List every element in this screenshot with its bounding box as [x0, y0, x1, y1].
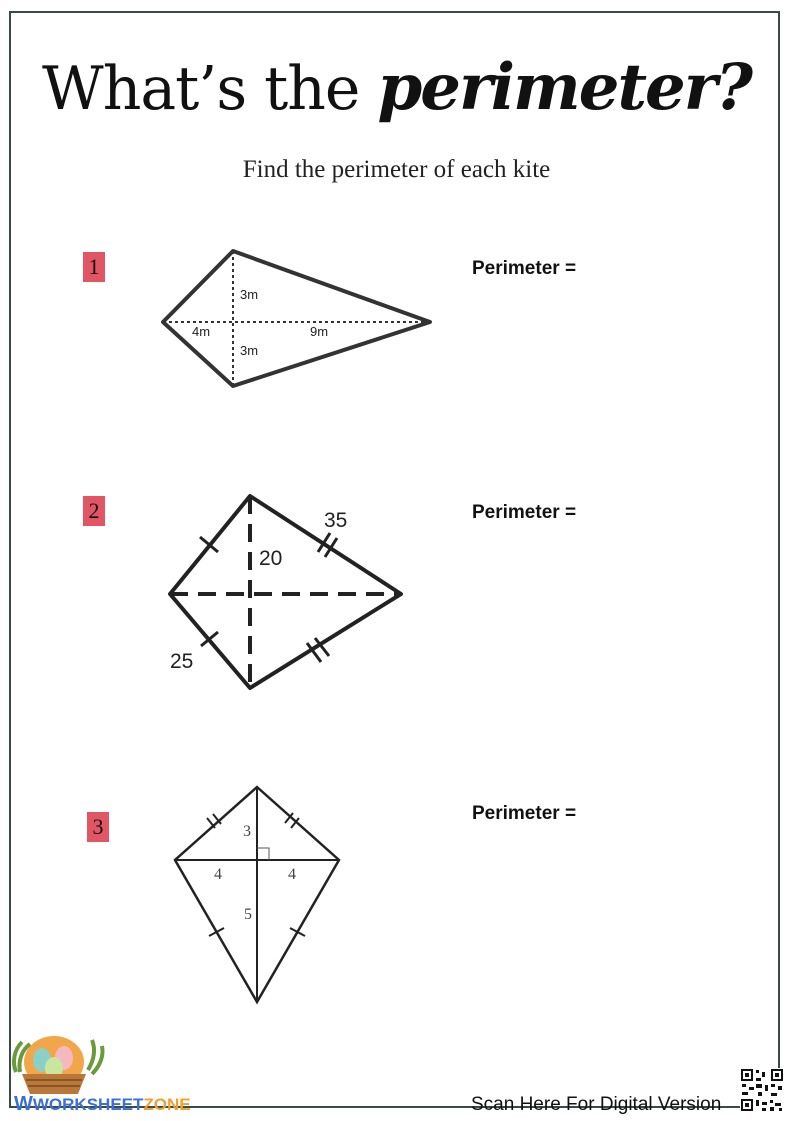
- tick-mark-lower-left: [209, 928, 224, 936]
- title-part-2: perimeter?: [377, 50, 751, 125]
- label-bottom-3: 5: [244, 906, 252, 923]
- label-left-3: 4: [214, 866, 222, 883]
- label-top-3: 3: [243, 823, 251, 840]
- label-side-long-2: 35: [324, 509, 348, 532]
- perimeter-label-1: Perimeter =: [472, 258, 577, 279]
- label-left-1: 4m: [192, 324, 211, 339]
- label-right-3: 4: [288, 866, 296, 883]
- problem-number-1: 1: [83, 252, 105, 282]
- qr-code[interactable]: [740, 1068, 784, 1112]
- brand-part-2: ZONE: [143, 1095, 191, 1114]
- problem-number-3: 3: [87, 812, 109, 842]
- instructions: Find the perimeter of each kite: [242, 156, 551, 183]
- scan-instruction: Scan Here For Digital Version: [471, 1094, 722, 1115]
- brand-part-1: WORKSHEET: [32, 1095, 144, 1114]
- title-part-1: What’s the: [42, 54, 378, 124]
- perimeter-label-3: Perimeter =: [472, 803, 577, 824]
- label-bottom-1: 3m: [240, 343, 259, 358]
- label-half-diagonal-2: 20: [259, 547, 283, 570]
- perimeter-label-2: Perimeter =: [472, 502, 577, 523]
- problem-number-2: 2: [83, 496, 105, 526]
- tick-mark-lower-right: [290, 928, 305, 936]
- right-angle-marker: [257, 848, 269, 860]
- label-side-short-2: 25: [170, 650, 194, 673]
- brand-name: WWORKSHEETZONE: [14, 1093, 191, 1115]
- label-right-1: 9m: [310, 324, 329, 339]
- label-top-1: 3m: [240, 287, 259, 302]
